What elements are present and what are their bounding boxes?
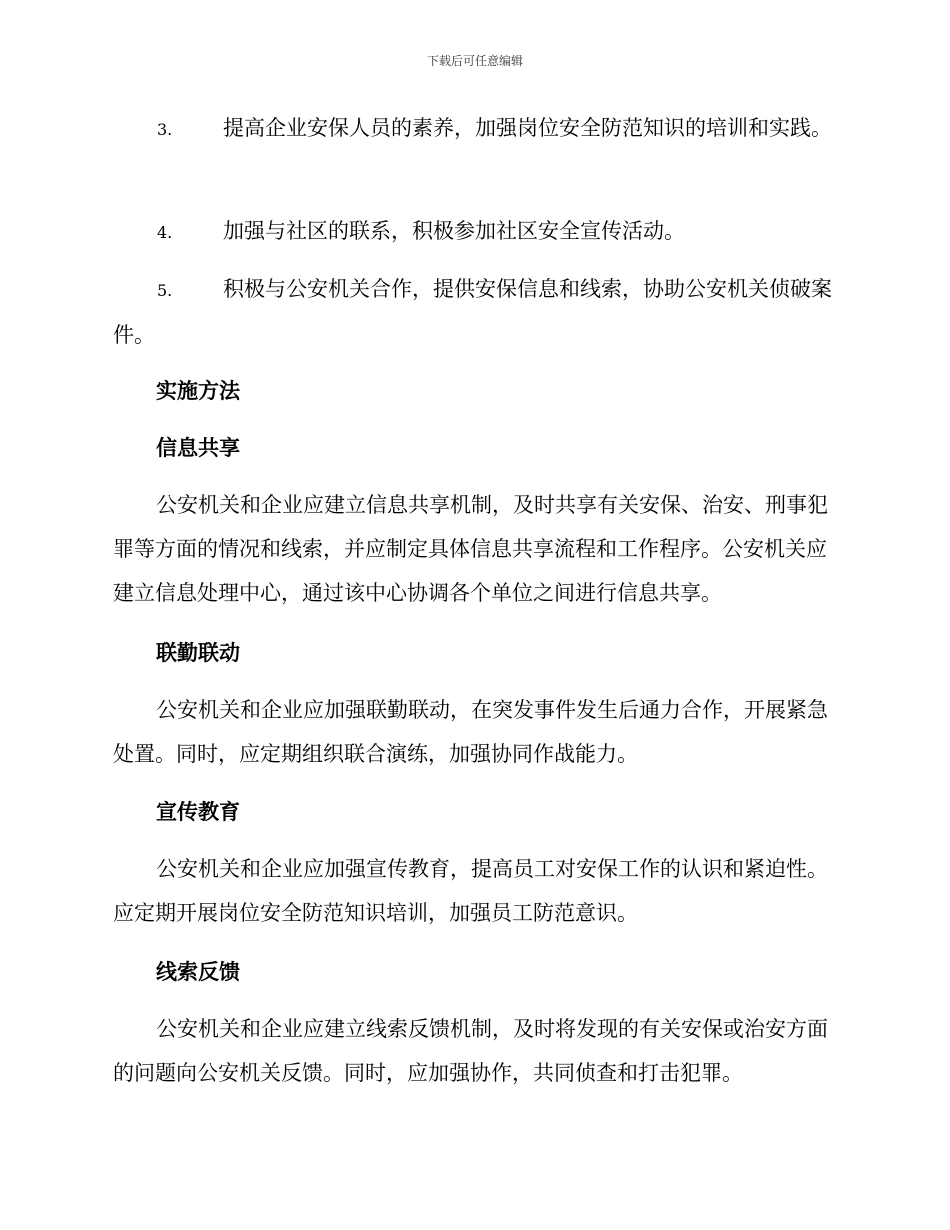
list-item-4	[113, 209, 843, 255]
section-heading-implementation: 实施方法	[156, 379, 240, 403]
paragraph-joint-duty	[113, 688, 843, 776]
list-item-5	[113, 267, 843, 357]
paragraph-feedback	[113, 1007, 843, 1095]
list-item-number: 3.	[157, 120, 173, 139]
section-heading-publicity: 宣传教育	[156, 800, 240, 824]
list-item-number: 5.	[157, 281, 173, 300]
paragraph-publicity	[113, 847, 843, 935]
section-heading-info-share: 信息共享	[156, 436, 240, 460]
paragraph-info-share	[113, 483, 843, 615]
paragraph-text: 公安机关和企业应建立信息共享机制，及时共享有关安保、治安、刑事犯罪等方面的情况和线索，并应制定具体信息共享流程和工作程序。公安机关应建立信息处理中心，通过该中心协调各个单位之间进行信息共享。	[113, 493, 828, 605]
section-heading-feedback: 线索反馈	[156, 960, 240, 984]
paragraph-text: 公安机关和企业应建立线索反馈机制，及时将发现的有关安保或治安方面的问题向公安机关反馈。同时，应加强协作，共同侦查和打击犯罪。	[113, 1017, 828, 1085]
paragraph-text: 公安机关和企业应加强宣传教育，提高员工对安保工作的认识和紧迫性。应定期开展岗位安全防范知识培训，加强员工防范意识。	[113, 857, 828, 925]
list-item-text: 积极与公安机关合作，提供安保信息和线索，协助公安机关侦破案件。	[113, 277, 832, 347]
list-item-text: 加强与社区的联系，积极参加社区安全宣传活动。	[223, 219, 685, 243]
list-item-3	[113, 106, 843, 152]
list-item-number: 4.	[157, 223, 173, 242]
paragraph-text: 公安机关和企业应加强联勤联动，在突发事件发生后通力合作，开展紧急处置。同时，应定期组织联合演练，加强协同作战能力。	[113, 698, 828, 766]
list-item-text: 提高企业安保人员的素养，加强岗位安全防范知识的培训和实践。	[223, 116, 832, 140]
section-heading-joint-duty: 联勤联动	[156, 641, 240, 665]
page-header-note: 下载后可任意编辑	[426, 54, 523, 68]
